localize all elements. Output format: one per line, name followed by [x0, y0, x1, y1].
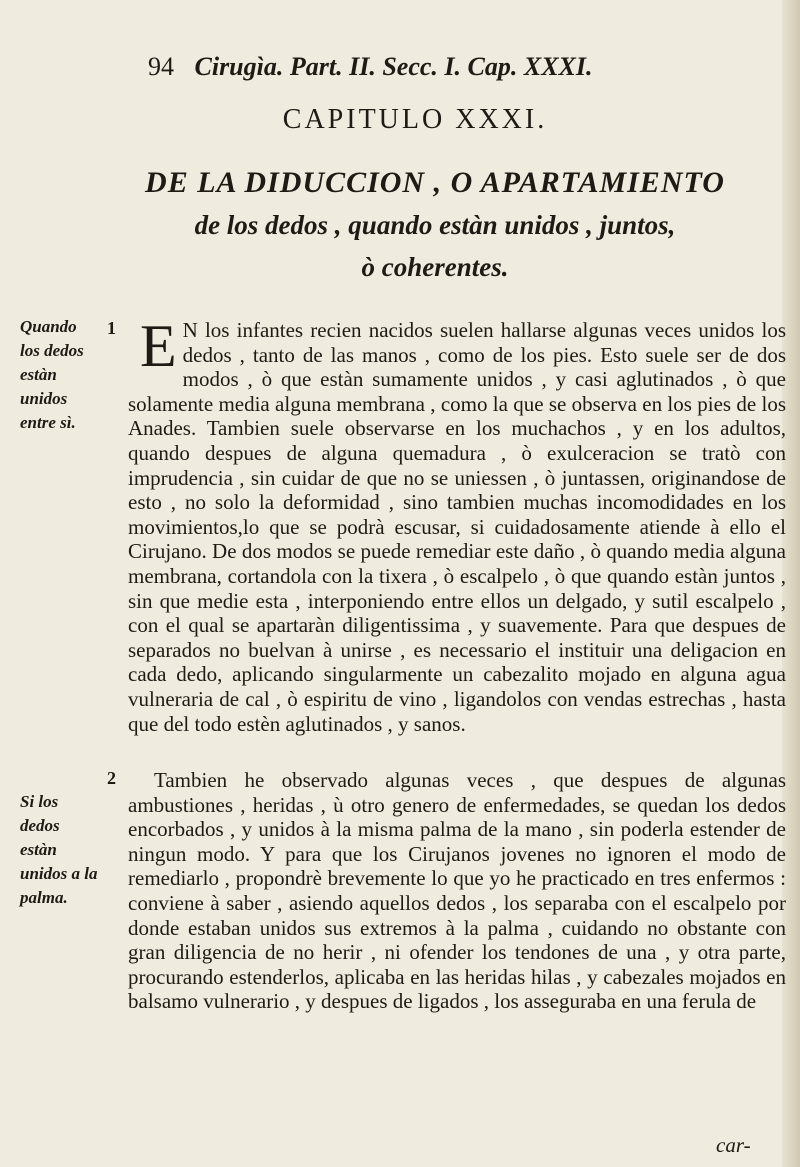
catchword: car-	[716, 1133, 751, 1157]
paragraph-1-text: N los infantes recien nacidos suelen hallarse algunas veces unidos los dedos , tanto de las manos , como de los pies. Esto suele ser de dos modos , ò que estàn sumamente unidos , y casi aglutinados , ò que solamente media alguna membrana , como la que se observa en los pies de los Anades. Tambien suele observarse en los muchachos , y en los adultos, quando despues de alguna quemadura , ò exulceracion se tratò con imprudencia , sin cuidar de que no se uniessen , ò juntassen, originandose de esto , no solo la deformidad , sino tambien muchas incomodidades en los movimientos,lo que se podrà escusar, si cuidadosamente atiende à ello el Cirujano. De dos modos se puede remediar este daño , ò quando media alguna membrana, cortandola con la tixera , ò escalpelo , ò que quando estàn juntos , sin que medie esta , interponiendo entre ellos un delgado, y sutil escalpelo , con el qual se apartaràn diligentissima , y suavemente. Para que despues de separados no buelvan à unirse , es necessario el instituir una deligacion en cada dedo, aplicando singularmente un cabezalito mojado en alguna agua vulneraria de cal , ò espiritu de vino , ligandolos con vendas estrechas , hasta que del todo estèn aglutinados , y sanos.	[128, 318, 786, 736]
chapter-label: CAPITULO XXXI.	[282, 104, 548, 135]
paragraph-1	[128, 313, 786, 736]
running-title: Cirugìa. Part. II. Secc. I. Cap. XXXI.	[194, 52, 593, 81]
paragraph-number-1: 1	[107, 318, 116, 338]
heading-line-3: ò coherentes.	[361, 252, 509, 282]
margin-note-1: Quando los dedos estàn unidos entre sì.	[20, 317, 84, 432]
heading-line-1: DE LA DIDUCCION , O APARTAMIENTO	[145, 166, 725, 199]
paragraph-2-text: Tambien he observado algunas veces , que despues de algunas ambustiones , heridas , ù otro genero de enfermedades, se quedan los dedos encorbados , y unidos à la misma palma de la mano , sin poderla estender de ningun modo. Y para que los Cirujanos jovenes no ignoren el modo de remediarlo , propondrè brevemente lo que yo he practicado en tres enfermos : conviene à saber , asiendo aquellos dedos , los separaba con el escalpelo por donde estaban unidos sus extremos à la palma , cuidando no obstante con gran diligencia de no herir , ni ofender los tendones de una , y otra parte, procurando estenderlos, aplicaba en las heridas hilas , y cabezales mojados en balsamo vulnerario , y despues de ligados , los asseguraba en una ferula de	[128, 768, 786, 1014]
chapter-heading	[70, 162, 800, 288]
drop-cap: E	[140, 313, 177, 379]
running-head	[148, 52, 593, 82]
paragraph-2	[128, 768, 786, 1014]
heading-line-2: de los dedos , quando estàn unidos , juntos,	[194, 210, 676, 240]
margin-note-2: Si los dedos estàn unidos a la palma.	[20, 792, 98, 907]
page-number: 94	[148, 52, 174, 81]
paragraph-number-2: 2	[107, 768, 116, 788]
